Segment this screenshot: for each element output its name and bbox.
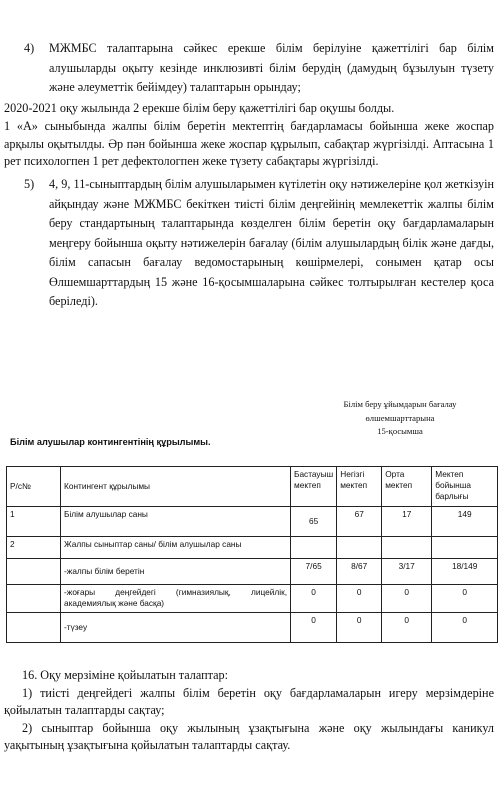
appendix-line-2: өлшемшарттарына — [365, 412, 435, 423]
cell-secondary: 0 — [382, 585, 432, 613]
paragraph-class-1a: 1 «А» сыныбында жалпы білім беретін мектептің бағдарламасы бойынша жеке жоспар арқылы оқытылды. Әр пән бойынша жеке жоспар құрылып, сабақтар жүргізілді. Аптасына 1 рет психологпен 1 рет дефектологпен жеке түзету сабақтары жүргізілді. — [4, 119, 494, 168]
paragraph-students-count: 2020-2021 оқу жылында 2 ерекше білім беру қажеттілігі бар оқушы болды. — [4, 101, 395, 115]
appendix-line-3: 15-қосымша — [377, 426, 423, 436]
header-structure: Контингент құрылымы — [61, 467, 291, 507]
cell-label: Жалпы сыныптар саны/ білім алушылар саны — [61, 537, 291, 559]
section-16-item-2: 2) сыныптар бойынша оқу жылының ұзақтығына және оқу жылындағы каникул уақытының ұзақтығына қойылатын талаптарды сақтау. — [4, 720, 494, 752]
table-title: Білім алушылар контингентінің құрылымы. — [10, 437, 211, 447]
cell-num — [7, 585, 61, 613]
cell-label: -жоғары деңгейдегі (гимназиялық, лицейлік, академиялық және басқа) — [61, 585, 291, 613]
list-item-number: 4) — [24, 41, 35, 55]
cell-basic — [337, 537, 382, 559]
section-16-item-1: 1) тиісті деңгейдегі жалпы білім беретін оқу бағдарламаларын игеру мерзімдеріне қойылатын талаптарды сақтау; — [4, 685, 494, 717]
cell-primary: 65 — [291, 507, 337, 537]
list-item-5 — [24, 175, 494, 312]
header-basic: Негізгі мектеп — [337, 467, 382, 507]
cell-total: 18/149 — [432, 559, 498, 585]
cell-total: 0 — [432, 613, 498, 643]
table-row — [7, 507, 498, 537]
cell-secondary: 17 — [382, 507, 432, 537]
cell-primary: 7/65 — [291, 559, 337, 585]
header-num: Р/с№ — [7, 467, 61, 507]
cell-num: 1 — [7, 507, 61, 537]
cell-secondary — [382, 537, 432, 559]
list-item-4 — [24, 39, 494, 98]
appendix-line-1: Білім беру ұйымдарын бағалау — [343, 399, 457, 409]
cell-label: -жалпы білім беретін — [61, 559, 291, 585]
cell-basic: 0 — [337, 613, 382, 643]
list-item-text: 4, 9, 11-сыныптардың білім алушыларымен күтілетін оқу нәтижелеріне қол жеткізуін айқындау және МЖМБС бекіткен тиісті білім деңгейінің мемлекеттік жалпы білім беру стандартының талаптарында көзделген білім беретін оқу бағдарламаларын меңгеру бойынша оқыту нәтижелерін бағалау (білім алушылардың білік және дағды, білім сапасын бағалау ведомостарының көшірмелері, сонымен қатар осы Өлшемшарттардың 15 және 16-қосымшаларына сәйкес толтырылған кестелер қоса беріледі). — [49, 177, 494, 308]
table-header-row — [7, 467, 498, 507]
cell-basic: 0 — [337, 585, 382, 613]
cell-label: Білім алушылар саны — [61, 507, 291, 537]
cell-secondary: 3/17 — [382, 559, 432, 585]
header-secondary: Орта мектеп — [382, 467, 432, 507]
header-total: Мектеп бойынша барлығы — [432, 467, 498, 507]
cell-total — [432, 537, 498, 559]
cell-secondary: 0 — [382, 613, 432, 643]
cell-primary: 0 — [291, 613, 337, 643]
table-row — [7, 613, 498, 643]
section-16 — [4, 667, 494, 755]
cell-label: -түзеу — [61, 613, 291, 643]
cell-num: 2 — [7, 537, 61, 559]
cell-basic: 8/67 — [337, 559, 382, 585]
list-item-number: 5) — [24, 177, 35, 191]
cell-total: 0 — [432, 585, 498, 613]
cell-num — [7, 559, 61, 585]
table-row — [7, 537, 498, 559]
table-row — [7, 585, 498, 613]
cell-basic: 67 — [337, 507, 382, 537]
cell-num — [7, 613, 61, 643]
table-row — [7, 559, 498, 585]
appendix-caption — [300, 398, 500, 439]
contingent-table — [6, 466, 498, 643]
header-primary: Бастауыш мектеп — [291, 467, 337, 507]
cell-total: 149 — [432, 507, 498, 537]
section-16-title: 16. Оқу мерзіміне қойылатын талаптар: — [22, 668, 228, 682]
cell-primary — [291, 537, 337, 559]
list-item-text: МЖМБС талаптарына сәйкес ерекше білім берілуіне қажеттілігі бар білім алушыларды оқыту кезінде инклюзивті білім берудің (дамудың бұзылуын түзету және әлеуметтік бейімдеу) талаптарын орындау; — [49, 41, 494, 94]
cell-primary: 0 — [291, 585, 337, 613]
